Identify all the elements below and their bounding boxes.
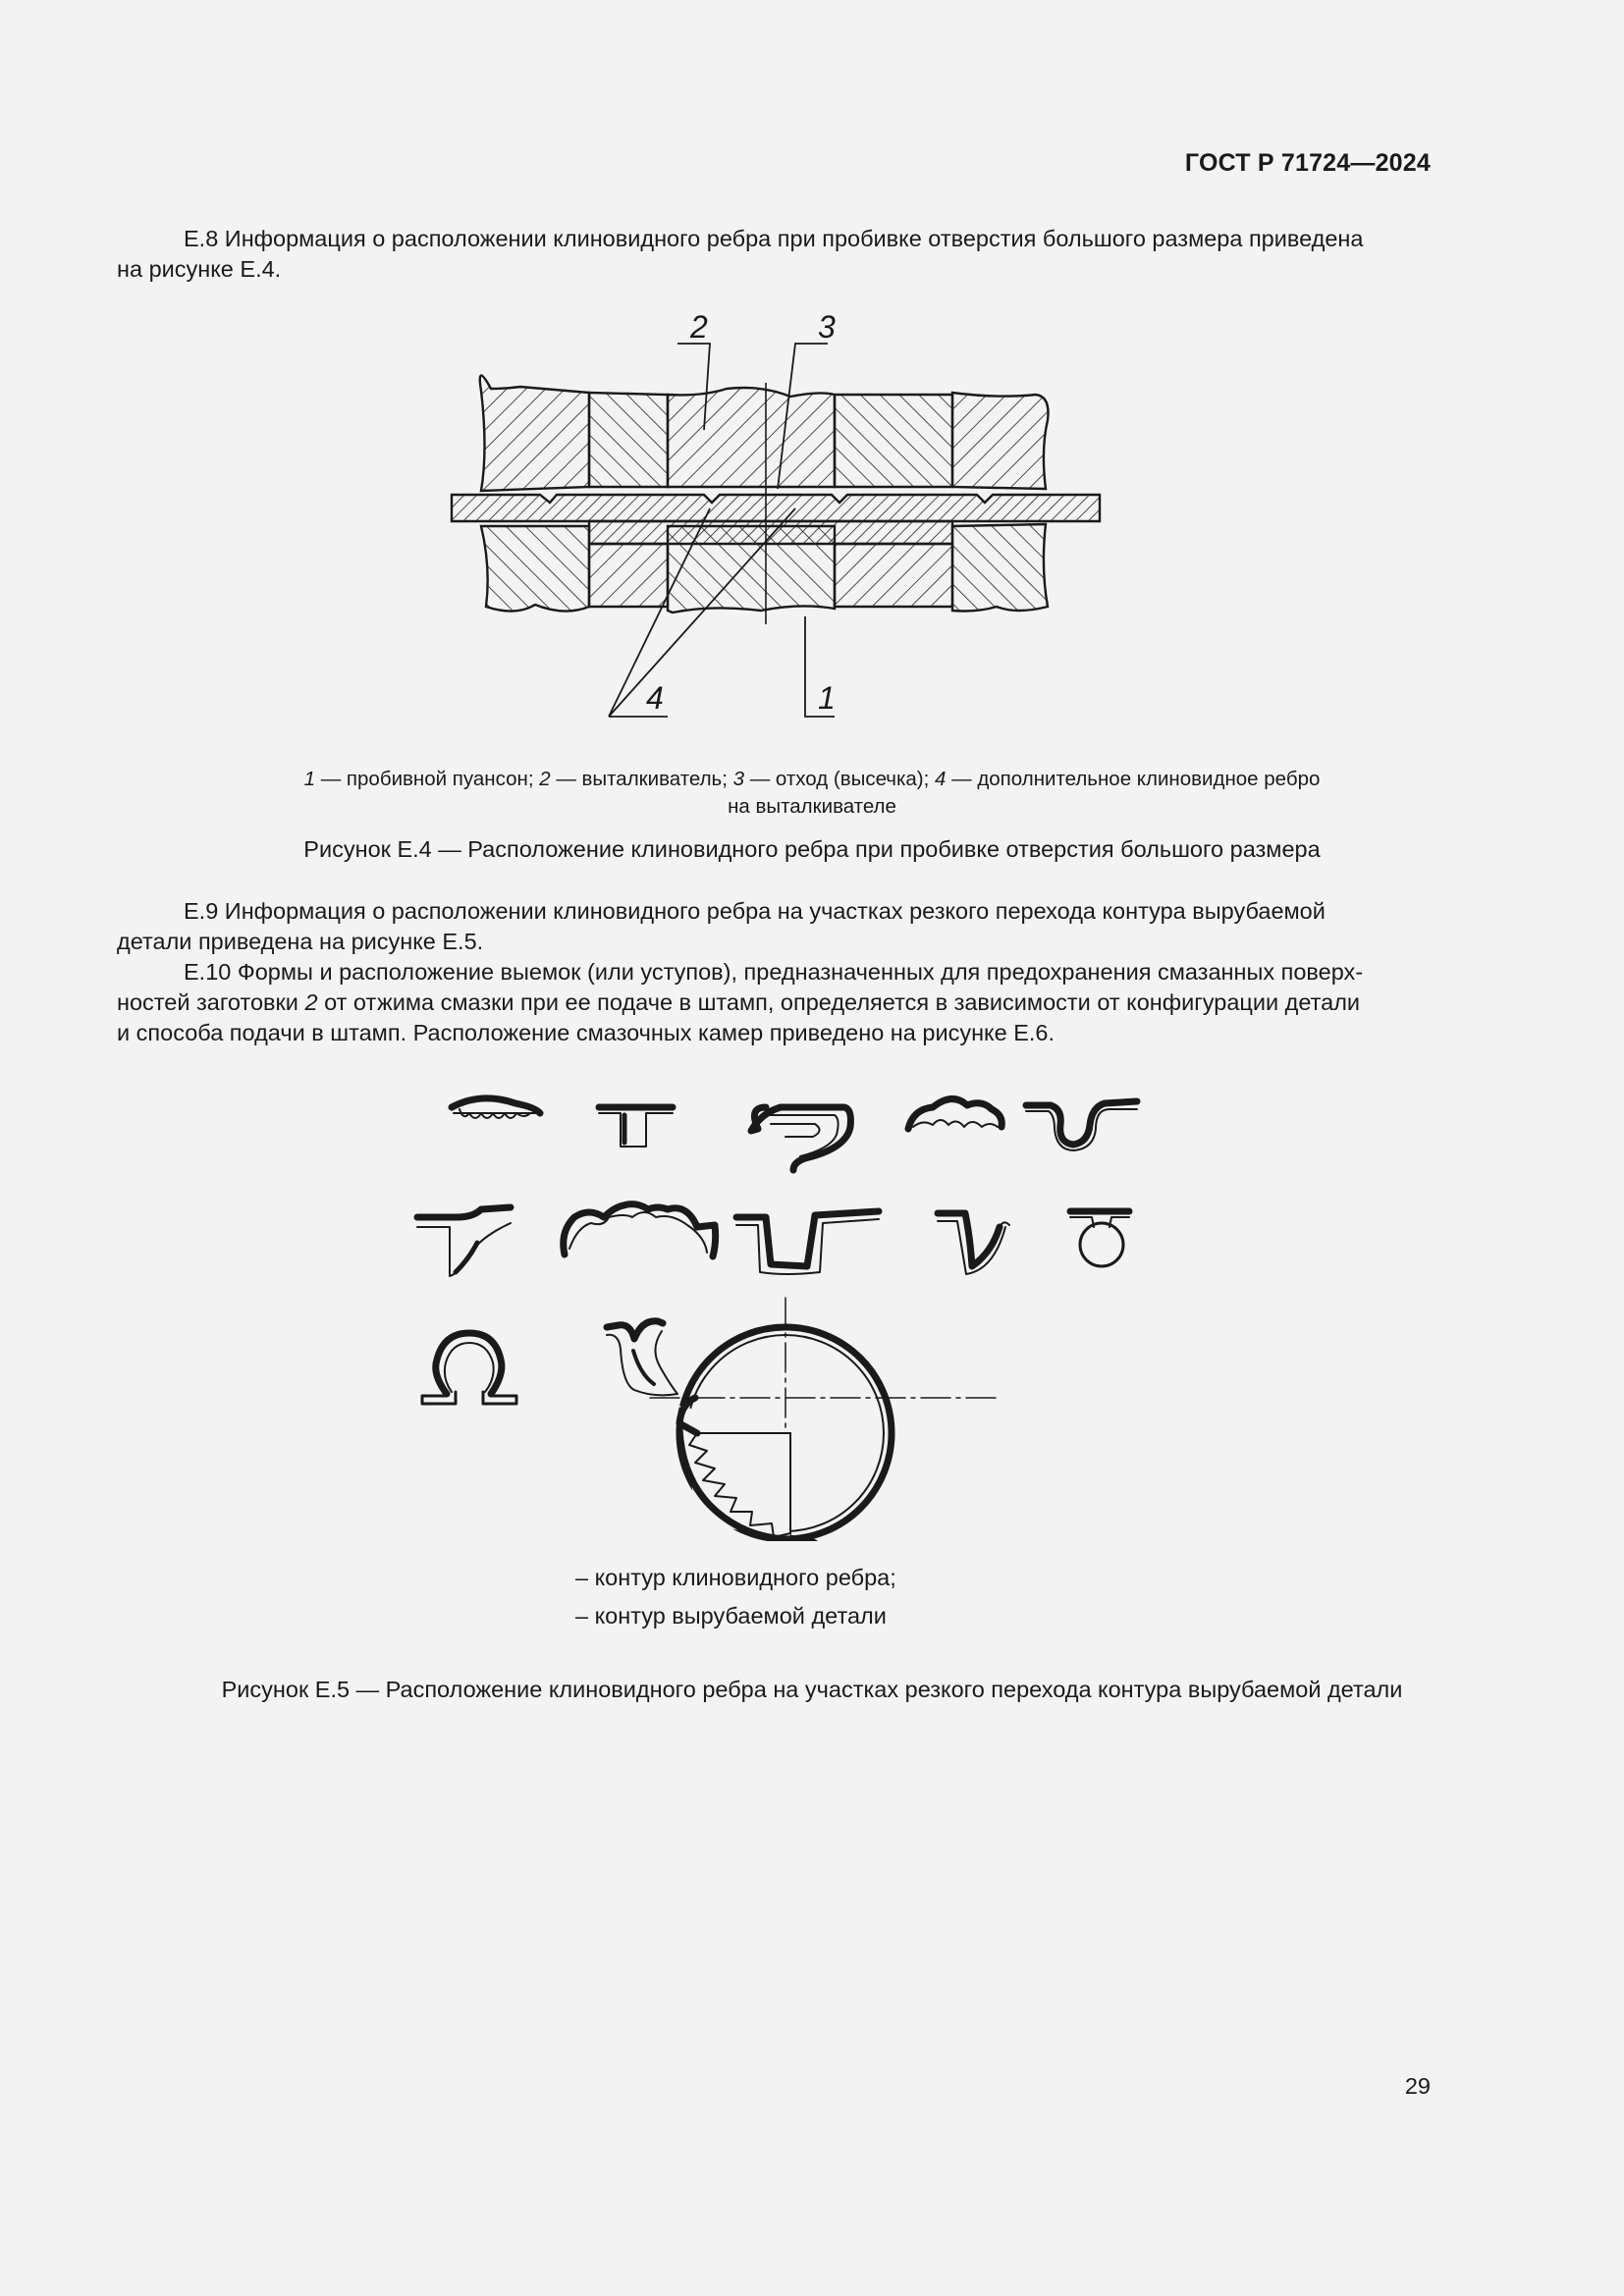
legend-thick-label: – контур клиновидного ребра; bbox=[575, 1565, 896, 1590]
paragraph-e10-line3: и способа подачи в штамп. Расположение смазочных камер приведено на рисунке Е.6. bbox=[117, 1020, 1055, 1045]
paragraph-e9 bbox=[117, 896, 1431, 957]
paragraph-e9-line2: детали приведена на рисунке Е.5. bbox=[117, 929, 484, 954]
legend-num-3: 3 bbox=[732, 768, 745, 790]
figure-e4-label-3: 3 bbox=[818, 312, 836, 345]
legend-text-1: — пробивной пуансон; bbox=[315, 768, 540, 790]
legend-text-4: — дополнительное клиновидное ребро bbox=[946, 768, 1321, 790]
paragraph-e10 bbox=[117, 957, 1431, 1048]
paragraph-e10-line1: Е.10 Формы и расположение выемок (или уступов), предназначенных для предохранения смазанных поверх- bbox=[184, 959, 1364, 985]
legend-text-3: — отход (высечка); bbox=[744, 768, 936, 790]
legend-thin-label: – контур вырубаемой детали bbox=[575, 1603, 887, 1629]
shape-1 bbox=[452, 1098, 540, 1113]
legend-num-1: 1 bbox=[303, 768, 316, 790]
figure-e5-caption: Рисунок Е.5 — Расположение клиновидного ребра на участках резкого перехода контура вырубаемой детали bbox=[221, 1677, 1403, 1702]
figure-e4-legend bbox=[0, 766, 1624, 821]
paragraph-e10-line2b: от отжима смазки при ее подаче в штамп, определяется в зависимости от конфигурации детали bbox=[317, 989, 1361, 1015]
paragraph-e10-number: 2 bbox=[304, 989, 318, 1015]
figure-e4-label-2: 2 bbox=[690, 312, 708, 345]
legend-num-4: 4 bbox=[935, 768, 947, 790]
page-number: 29 bbox=[1404, 2073, 1431, 2099]
figure-e4-label-1: 1 bbox=[818, 680, 836, 716]
figure-e4-caption: Рисунок Е.4 — Расположение клиновидного ребра при пробивке отверстия большого размера bbox=[303, 836, 1321, 862]
legend-text-2: — выталкиватель; bbox=[550, 768, 733, 790]
legend-line-2: на выталкивателе bbox=[728, 795, 896, 818]
paragraph-e10-line2a: ностей заготовки bbox=[117, 989, 305, 1015]
legend-num-2: 2 bbox=[539, 768, 551, 790]
paragraph-e8-line2: на рисунке Е.4. bbox=[117, 256, 282, 282]
figure-e4-label-4: 4 bbox=[646, 680, 664, 716]
paragraph-e8-line1: Е.8 Информация о расположении клиновидного ребра при пробивке отверстия большого размера приведена bbox=[184, 226, 1364, 251]
paragraph-e8 bbox=[117, 224, 1431, 285]
paragraph-e9-line1: Е.9 Информация о расположении клиновидного ребра на участках резкого перехода контура вырубаемой bbox=[184, 898, 1326, 924]
document-header: ГОСТ Р 71724—2024 bbox=[1184, 149, 1431, 177]
figure-e4-drawing bbox=[447, 312, 1105, 724]
figure-e5-drawing bbox=[403, 1080, 1159, 1541]
